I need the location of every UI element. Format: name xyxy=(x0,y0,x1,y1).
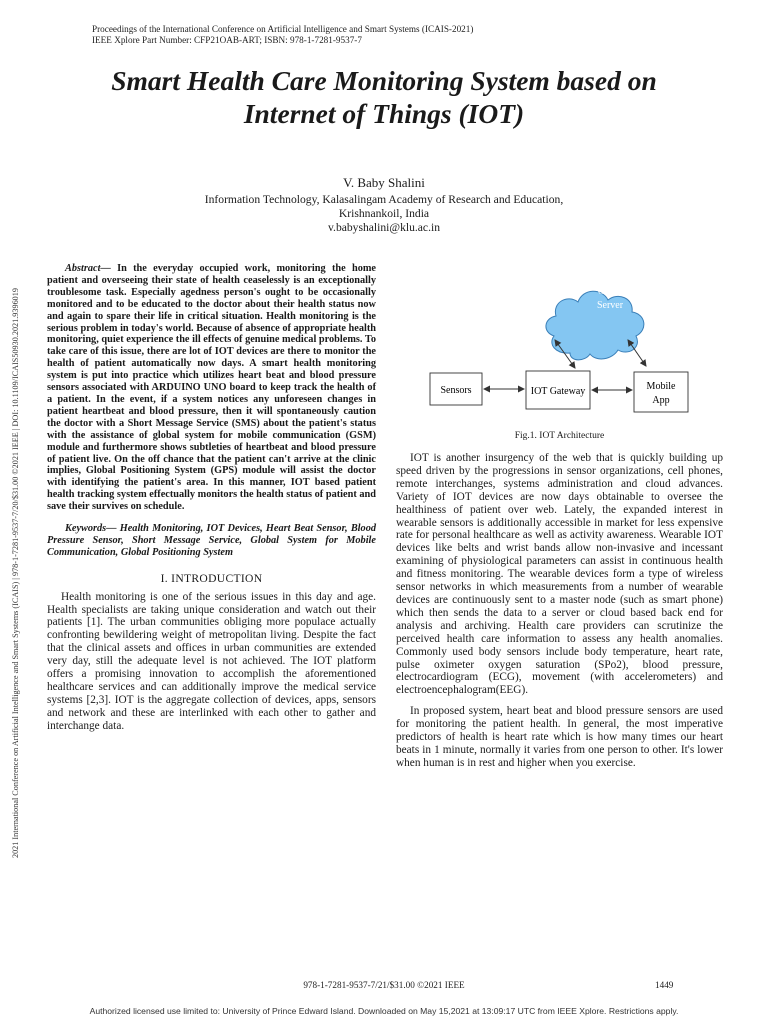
proceedings-line: Proceedings of the International Conference on Artificial Intelligence and Smart Systems (ICAIS-2021) xyxy=(92,24,474,34)
mobile-app-box xyxy=(634,372,688,412)
right-paragraph-2: In proposed system, heart beat and blood pressure sensors are used for monitoring the patient health. In general, the most imperative predictors of health is heart rate which is how many times our heart beats in 1 minute, normally it varies from one person to other. It's lower when human is in rest and higher when you exercise. xyxy=(396,705,723,769)
doi-sidebar: 2021 International Conference on Artificial Intelligence and Smart Systems (ICAIS) | 978-1-7281-9537-7/20/$31.00 ©2021 IEEE | DOI: 10.1109/ICAIS50930.2021.9396019 xyxy=(11,288,20,858)
mobile-label-1: Mobile xyxy=(646,381,676,392)
author-email: v.babyshalini@klu.ac.in xyxy=(328,221,440,234)
mobile-label-2: App xyxy=(652,395,670,406)
cloud-icon xyxy=(546,286,644,360)
page-number: 1449 xyxy=(655,980,674,990)
affiliation-block xyxy=(0,193,768,235)
affiliation-line-1: Information Technology, Kalasalingam Academy of Research and Education, xyxy=(204,193,564,206)
abstract-lead: Abstract— xyxy=(65,263,111,274)
intro-paragraph: Health monitoring is one of the serious issues in this day and age. Health specialists are taking unique consideration and watch out their patients [1]. The urban communities obliging more populace actually confronting bewildering weight of metropolitan living. Despite the fact that the clinical assets and offices in urban communities are extended very day, still the adequate level is not achieved. The IOT platform offers a promising innovation to accomplish the aforementioned healthcare services and can additionally improve the medical service systems [2,3]. IOT is the aggregate collection of devices, apps, sensors and network and these are interlinked with each other to gather and interchange data. xyxy=(47,590,376,732)
cloud-label-1: Cloud xyxy=(597,286,623,297)
affiliation-line-2: Krishnankoil, India xyxy=(338,207,430,220)
sensors-label: Sensors xyxy=(440,385,472,396)
xplore-line: IEEE Xplore Part Number: CFP21OAB-ART; ISBN: 978-1-7281-9537-7 xyxy=(92,35,362,45)
right-paragraph-1: IOT is another insurgency of the web that is quickly building up speed driven by the progressions in sensor organizations, cell phones, remote interchanges, systems administration and cloud advances. Variety of IOT devices are now days obtainable to oversee the healthiness of patient over web. Lately, the expanded interest in wearable sensors is additionally accessible in market for less expensive rate for personal healthcare as well as activity awareness. Wearable IOT devices like belts and wrist bands allow non-invasive and incessant examining of physiological parameters can assist in continuous health and fitness monitoring. The wearable devices form a type of wireless sensor networks in which measurements from a number of wearable devices are continuously sent to a master node (such as smart phone) which then sends the data to a server or cloud based back end for analysis and archiving. Health care providers can scrutinize the perceived health care information to assess any health anomalies. Commonly used body sensors include body temperature, heart rate, pulse oximeter oxygen saturation (SPo2), blood pressure, electrocardiogram (ECG), movement (with accelerometers) and electroencephalogram(EEG). xyxy=(396,452,723,697)
abstract xyxy=(47,263,376,513)
paper-title xyxy=(40,64,728,130)
cloud-shape xyxy=(546,291,644,360)
keywords: Keywords— Health Monitoring, IOT Devices, Heart Beat Sensor, Blood Pressure Sensor, Short Message Service, Global System for Mobile Communication, Global Positioning System xyxy=(47,523,376,558)
title-line-2: Internet of Things (IOT) xyxy=(243,98,525,129)
gateway-label: IOT Gateway xyxy=(530,386,586,397)
right-column xyxy=(396,452,723,770)
abstract-body: In the everyday occupied work, monitoring the home patient and overseeing their state of health ceaselessly is an exceptionally troublesome task. Especially agedness person's ought to be occasionally monitored and to be educated to the doctor about their health status now and again to spare their life in critical situation. Health monitoring is the serious problem in today's world. Because of absence of appropriate health monitoring, quiet experience the ill effects of genuine medical problems. To take care of this issue, there are lot of IOT devices are there to monitor the health of patient automatically now days. A smart health monitoring system is put into practice which utilizes heart beat and blood pressure sensors associated with ARDUINO UNO board to keep track the health of a patient. In the event, if a system notices any unforeseen changes in patient heartbeat and blood pressure, then it will spontaneously caution the doctor with a Short Message Service (SMS) about the patient's status with the assistance of global system for mobile communication (GSM) module and furthermore shows subtleties of heartbeat and blood pressure of patient live. On the off chance that the patient can't arrive at the clinic implies, Global Positioning System (GPS) module will assist the doctor with identifying the patient's area. In this manner, IOT based patient health tracking system effectually monitors the health status of patient and save their survives on schedule. xyxy=(47,263,376,513)
cloud-label-2: Server xyxy=(596,300,624,311)
author-name: V. Baby Shalini xyxy=(343,175,425,190)
footer-isbn: 978-1-7281-9537-7/21/$31.00 ©2021 IEEE xyxy=(303,980,465,990)
title-line-1: Smart Health Care Monitoring System based on xyxy=(111,65,657,96)
left-column xyxy=(47,263,376,733)
figure-caption: Fig.1. IOT Architecture xyxy=(514,431,605,441)
license-notice: Authorized licensed use limited to: University of Prince Edward Island. Downloaded on May 15,2021 at 13:09:17 UTC from IEEE Xplore. Restrictions apply. xyxy=(89,1006,679,1016)
section-heading-introduction: I. INTRODUCTION xyxy=(160,571,263,585)
iot-architecture-figure xyxy=(420,258,710,416)
conference-header xyxy=(92,24,473,46)
